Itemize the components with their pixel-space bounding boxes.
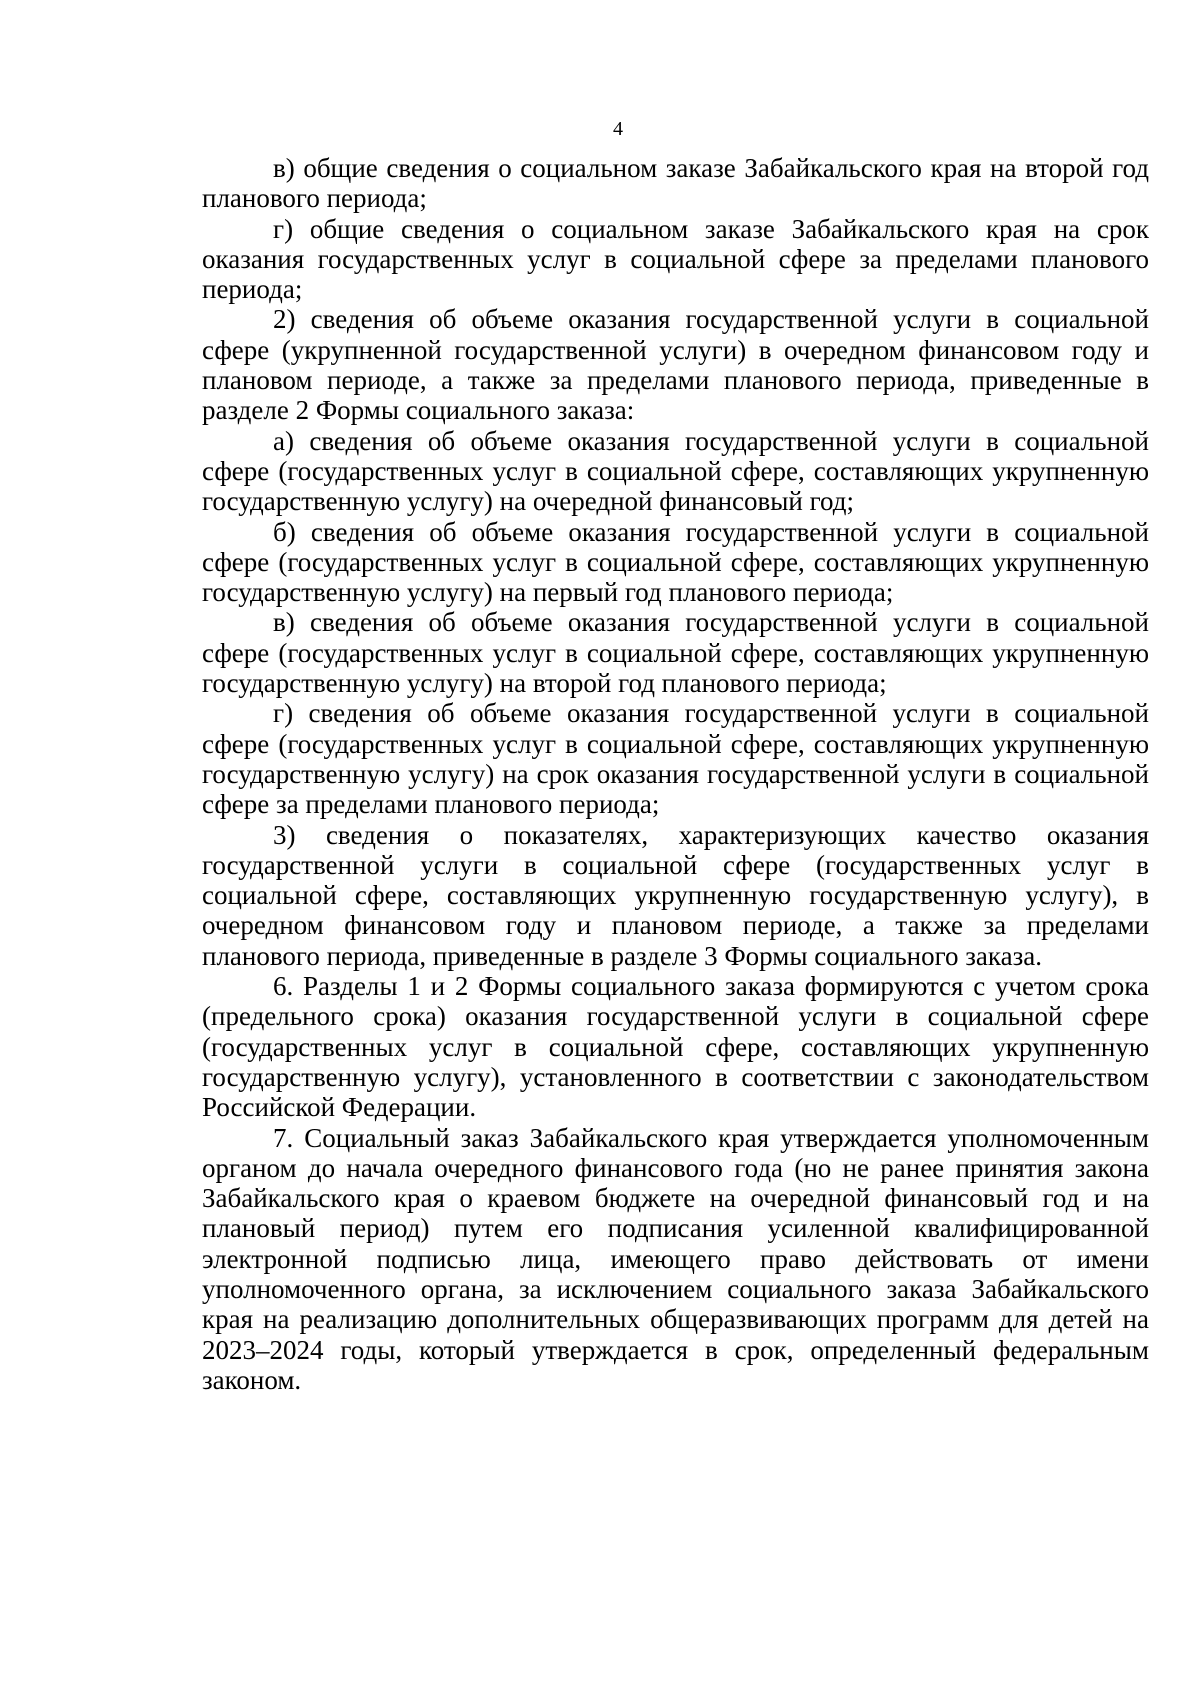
paragraph-2g: г) сведения об объеме оказания государственной услуги в социальной сфере (государственных услуг в социальной сфере, составляющих укрупненную государственную услугу) на срок оказания государственной услуги в социальной сфере за пределами планового периода; (202, 698, 1149, 820)
page-number: 4 (613, 118, 623, 140)
paragraph-3v: в) общие сведения о социальном заказе Забайкальского края на второй год планового периода; (202, 153, 1149, 214)
paragraph-2v: в) сведения об объеме оказания государственной услуги в социальной сфере (государственных услуг в социальной сфере, составляющих укрупненную государственную услугу) на второй год планового периода; (202, 607, 1149, 699)
paragraph-3: 3) сведения о показателях, характеризующих качество оказания государственной услуги в социальной сфере (государственных услуг в социальной сфере, составляющих укрупненную государственную услугу), в очередном финансовом году и плановом периоде, а также за пределами планового периода, приведенные в разделе 3 Формы социального заказа. (202, 819, 1149, 971)
paragraph-3g: г) общие сведения о социальном заказе Забайкальского края на срок оказания государственных услуг в социальной сфере за пределами планового периода; (202, 213, 1149, 305)
paragraph-2b: б) сведения об объеме оказания государственной услуги в социальной сфере (государственных услуг в социальной сфере, составляющих укрупненную государственную услугу) на первый год планового периода; (202, 516, 1149, 608)
paragraph-2: 2) сведения об объеме оказания государственной услуги в социальной сфере (укрупненной государственной услуги) в очередном финансовом году и плановом периоде, а также за пределами планового периода, приведенные в разделе 2 Формы социального заказа: (202, 304, 1149, 426)
paragraph-2a: а) сведения об объеме оказания государственной услуги в социальной сфере (государственных услуг в социальной сфере, составляющих укрупненную государственную услугу) на очередной финансовый год; (202, 425, 1149, 517)
paragraph-section-7: 7. Социальный заказ Забайкальского края утверждается уполномоченным органом до начала очередного финансового года (но не ранее принятия закона Забайкальского края о краевом бюджете на очередной финансовый год и на плановый период) путем его подписания усиленной квалифицированной электронной подписью лица, имеющего право действовать от имени уполномоченного органа, за исключением социального заказа Забайкальского края на реализацию дополнительных общеразвивающих программ для детей на 2023–2024 годы, который утверждается в срок, определенный федеральным законом. (202, 1122, 1149, 1395)
paragraph-section-6: 6. Разделы 1 и 2 Формы социального заказа формируются с учетом срока (предельного срока) оказания государственной услуги в социальной сфере (государственных услуг в социальной сфере, составляющих укрупненную государственную услугу), установленного в соответствии с законодательством Российской Федерации. (202, 971, 1149, 1123)
document-body (202, 153, 1149, 1395)
